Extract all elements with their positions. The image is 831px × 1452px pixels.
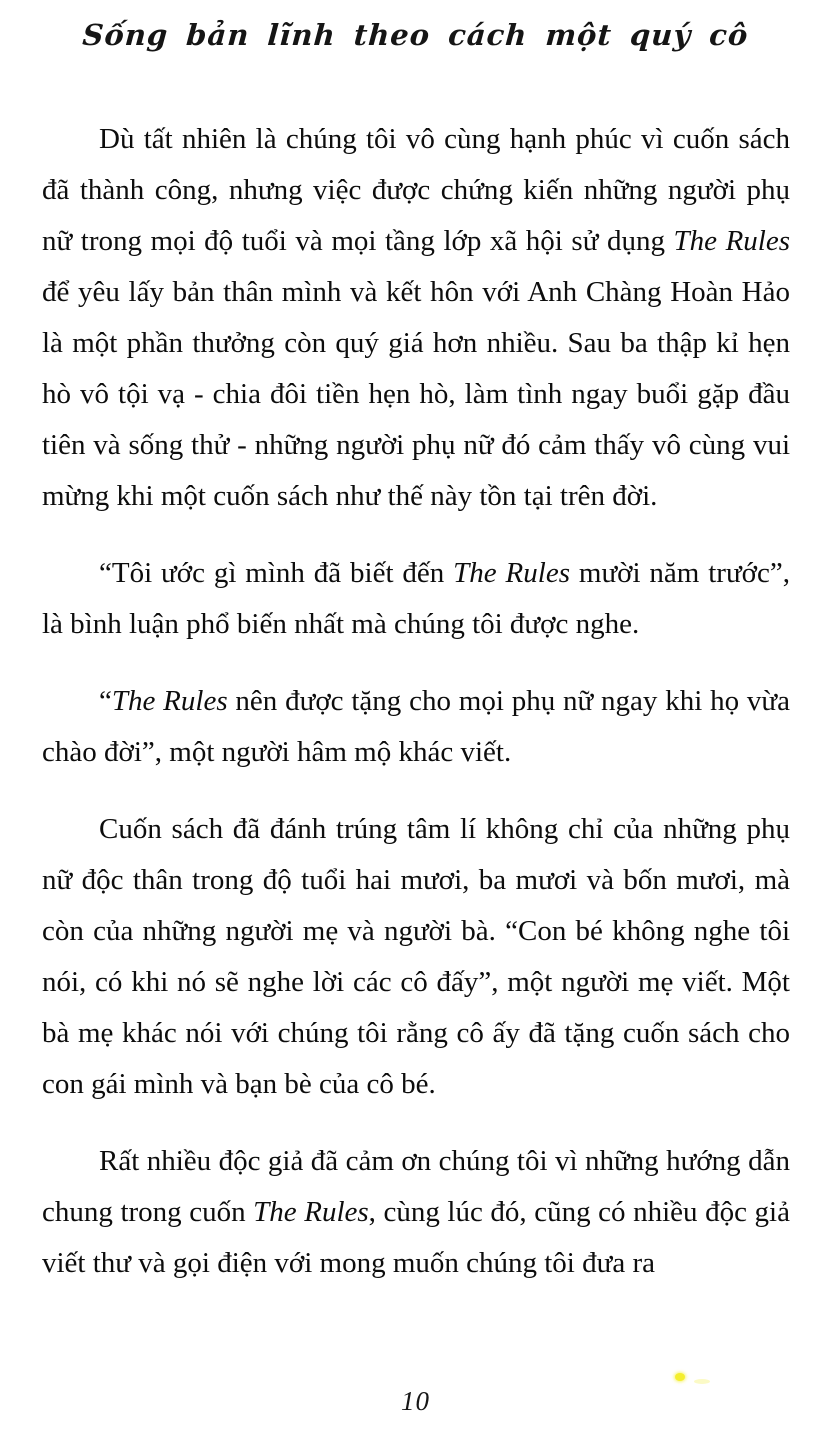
book-title-italic: The Rules — [673, 225, 790, 257]
book-title-italic: The Rules — [253, 1196, 369, 1228]
running-header-title: Sống bản lĩnh theo cách một quý cô — [81, 18, 750, 52]
text-segment: Cuốn sách đã đánh trúng tâm lí không chỉ của những phụ nữ độc thân trong độ tuổi hai mươi, ba mươi và bốn mươi, mà còn của những người mẹ và người bà. “Con bé không nghe tôi nói, có khi nó sẽ nghe lời các cô đấy”, một người mẹ viết. Một bà mẹ khác nói với chúng tôi rằng cô ấy đã tặng cuốn sách cho con gái mình và bạn bè của cô bé. — [42, 813, 790, 1100]
page-body — [42, 114, 790, 1289]
paragraph-2 — [42, 548, 790, 650]
text-segment: để yêu lấy bản thân mình và kết hôn với Anh Chàng Hoàn Hảo là một phần thưởng còn quý giá hơn nhiều. Sau ba thập kỉ hẹn hò vô tội vạ - chia đôi tiền hẹn hò, làm tình ngay buổi gặp đầu tiên và sống thử - những người phụ nữ đó cảm thấy vô cùng vui mừng khi một cuốn sách như thế này tồn tại trên đời. — [42, 276, 790, 512]
paragraph-5 — [42, 1136, 790, 1289]
paragraph-3 — [42, 676, 790, 778]
book-title-italic: The Rules — [453, 557, 570, 589]
scan-artifact-speck-faint — [694, 1379, 710, 1384]
text-segment: mười năm trước”, là bình luận phổ biến nhất mà chúng tôi được nghe. — [42, 557, 791, 640]
text-segment: Rất nhiều độc giả đã cảm ơn chúng tôi vì những hướng dẫn chung trong cuốn — [42, 1145, 790, 1228]
book-title-italic: The Rules — [111, 685, 228, 717]
scan-artifact-speck — [675, 1373, 685, 1381]
text-segment: , cùng lúc đó, cũng có nhiều độc giả viết thư và gọi điện với mong muốn chúng tôi đưa ra — [42, 1196, 790, 1279]
paragraph-1 — [42, 114, 790, 522]
text-segment: “ — [99, 685, 112, 717]
text-segment: Dù tất nhiên là chúng tôi vô cùng hạnh phúc vì cuốn sách đã thành công, nhưng việc được chứng kiến những người phụ nữ trong mọi độ tuổi và mọi tầng lớp xã hội sử dụng — [42, 123, 790, 257]
paragraph-4 — [42, 804, 790, 1110]
page-number: 10 — [401, 1386, 430, 1416]
text-segment: nên được tặng cho mọi phụ nữ ngay khi họ vừa chào đời”, một người hâm mộ khác viết. — [42, 685, 790, 768]
text-segment: “Tôi ước gì mình đã biết đến — [99, 557, 454, 589]
